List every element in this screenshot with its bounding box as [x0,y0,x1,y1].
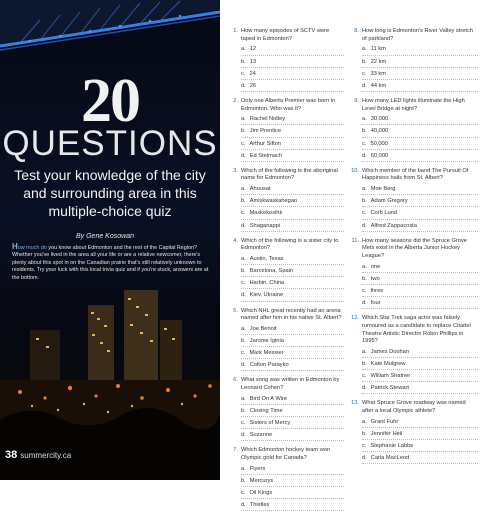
question-header [229,28,344,43]
question-number: 3. [233,167,238,174]
option-letter: a. [362,46,367,53]
option-letter: c. [241,350,246,357]
byline: By Gene Kosowan [76,233,134,240]
question-text: Only one Alberta Premier was born in Edmonton. Who was it? [241,97,336,112]
question-number: 6. [233,377,238,384]
answer-option [362,138,478,150]
question-number: 1. [233,28,238,34]
option-text: 12 [249,46,257,53]
option-letter: d. [241,362,246,369]
question-text: Which Edmonton hockey team won Olympic gold for Canada? [241,447,331,461]
answer-option [362,113,478,125]
option-letter: d. [241,82,246,89]
option-letter: c. [362,287,367,294]
option-text: one [370,263,381,270]
question-text: Which of the following is the aboriginal name for Edmonton? [241,167,338,182]
answer-option [241,463,344,475]
quiz-question [229,447,344,511]
option-letter: a. [241,46,246,53]
quiz-question [229,238,344,302]
answer-option [362,273,478,285]
option-letter: b. [362,361,367,368]
option-text: 30,000 [370,116,389,123]
answer-option [362,150,478,162]
option-text: Patrick Stewart [370,385,409,392]
answer-option [241,113,344,125]
questions-column-1 [229,28,344,517]
question-number: 8. [354,28,359,34]
option-letter: b. [362,198,367,205]
option-letter: b. [241,128,246,135]
option-text: 50,000 [370,140,388,147]
option-text: 40,000 [370,128,389,135]
option-text: Alfred Zappacosta [370,222,417,229]
intro-body: you know about Edmonton and the rest of the Capital Region? Whether you've lived in the area all your life or are a relative newcomer, there's plenty about this spot in on the Canadian prairie that's still relatively unknown to residents. Try your luck with this local trivia quiz and if you're stuck, answers are at the bottom. [12,245,209,281]
option-text: Austin, Texas [249,256,284,262]
option-text: 11 km [370,46,386,53]
question-number: 7. [233,447,238,454]
option-text: Harbin, China [249,280,285,287]
option-letter: b. [362,128,367,135]
page-footer [5,449,71,461]
option-text: Mercurys [249,477,274,484]
question-number: 4. [233,237,238,244]
option-letter: a. [241,256,246,262]
question-text: How many episodes of SCTV were taped in Edmonton? [241,28,330,42]
option-text: Thistles [249,502,270,508]
option-letter: b. [241,338,246,344]
option-text: Bird On A Wire [249,395,288,402]
option-letter: c. [241,70,246,77]
answer-option [362,220,478,232]
question-number: 5. [233,307,238,314]
question-text: Which member of the band The Pursuit Of Happiness hails from St. Albert? [362,167,469,182]
option-text: two [370,275,380,282]
question-number: 11. [351,237,359,244]
quiz-question [350,315,478,394]
question-number: 2. [233,97,238,104]
quiz-question [229,168,344,232]
questions-column-2 [350,28,478,470]
answer-option [362,297,478,309]
answer-option [362,125,478,137]
option-letter: c. [362,443,367,450]
option-letter: c. [241,210,246,217]
question-number: 13. [351,400,359,407]
option-letter: b. [241,477,246,484]
quiz-question [350,28,478,92]
option-letter: d. [362,385,367,392]
question-header [350,400,478,415]
answer-option [362,416,478,428]
option-text: 22 km [370,58,387,65]
option-letter: a. [241,186,246,193]
option-text: Suzanne [249,432,273,439]
option-text: Kate Mulgrew [370,361,406,368]
answer-option [241,150,344,162]
option-letter: a. [362,348,367,355]
quiz-question [229,28,344,92]
option-letter: d. [241,502,246,508]
option-letter: b. [241,198,246,205]
answer-option [362,43,478,55]
option-letter: c. [362,373,367,380]
option-text: Amiskwaskahegan [249,198,298,205]
option-text: Jim Prentice [249,128,282,135]
quiz-question [229,377,344,441]
answer-option [241,289,344,301]
answer-option [241,80,344,92]
option-text: James Doohan [370,348,410,355]
answer-option [241,323,344,335]
option-letter: d. [241,152,246,159]
option-letter: c. [362,70,367,77]
answer-option [362,183,478,195]
answer-option [241,43,344,55]
option-letter: a. [362,263,367,270]
question-header [229,238,344,253]
option-letter: b. [241,268,246,275]
option-letter: d. [362,222,367,229]
answer-option [241,125,344,137]
option-text: Sisters of Mercy [249,420,291,426]
answer-option [362,195,478,207]
headline-number: 20 [81,67,139,135]
answer-option [241,56,344,68]
option-text: Moe Berg [370,186,396,193]
subtitle: Test your knowledge of the city and surrounding area in this multiple-choice quiz [14,167,206,220]
quiz-question [350,98,478,162]
option-text: Barcelona, Spain [249,268,294,275]
option-letter: c. [241,140,246,147]
option-text: Joe Benoit [249,325,277,332]
question-text: What Spruce Grove roadway was named after a local Olympic athlete? [362,400,466,415]
option-text: William Shatner [370,373,411,380]
option-letter: a. [362,116,367,123]
option-text: 24 [249,70,256,77]
question-text: How many LED lights illuminate the High Level Bridge at night? [362,97,465,112]
question-header [229,377,344,392]
answer-option [241,138,344,150]
answer-option [362,56,478,68]
option-text: Arthur Sifton [249,140,282,147]
answer-option [241,195,344,207]
option-letter: c. [362,210,367,217]
option-letter: b. [362,275,367,282]
option-text: Kiev, Ukraine [249,292,284,299]
question-text: Which NHL great recently had an arena named after him in his native St. Albert? [241,307,342,322]
option-letter: b. [362,430,367,437]
quiz-question [229,308,344,372]
answer-option [241,265,344,277]
option-letter: b. [362,58,367,65]
option-letter: a. [362,186,367,193]
answer-option [241,220,344,232]
cover-photo-panel [0,0,220,480]
option-letter: d. [362,300,367,307]
drop-cap: H [12,242,18,251]
intro-lead: ow much do [17,245,47,251]
option-text: Rachel Notley [249,116,286,123]
option-letter: a. [241,325,246,332]
answer-option [241,487,344,499]
answer-option [362,452,478,464]
answer-option [362,68,478,80]
option-text: Carla MacLeod [370,455,410,462]
option-text: 13 [249,58,257,65]
question-text: Which of the following is a sister city to Edmonton? [241,237,339,252]
option-text: three [370,287,384,294]
option-text: Jennifer Heil [370,430,403,437]
answer-option [241,183,344,195]
option-text: Corb Lund [370,210,397,217]
answer-option [241,347,344,359]
option-text: Shaganappi [249,222,281,229]
option-text: Closing Time [249,407,283,414]
option-text: Ed Stelmach [249,152,282,159]
quiz-question [350,168,478,232]
answer-option [362,207,478,219]
answer-option [362,261,478,273]
answer-option [362,358,478,370]
question-header [350,315,478,346]
answer-option [362,370,478,382]
answer-option [362,440,478,452]
option-text: Ahousat [249,186,271,193]
question-header [229,98,344,113]
answer-option [362,382,478,394]
question-number: 10. [351,167,359,174]
option-text: 26 [249,82,257,89]
headline-word: QUESTIONS [2,124,218,163]
quiz-question [350,238,478,310]
question-text: What song was written in Edmonton by Leonard Cohen? [241,377,340,392]
option-letter: b. [241,58,246,65]
answer-option [362,428,478,440]
question-number: 9. [354,97,359,104]
option-text: four [370,300,381,307]
answer-option [241,475,344,487]
question-text: How many seasons did the Spruce Grove Mets exist in the Alberta Junior Hockey League? [362,237,467,259]
option-letter: a. [241,395,246,402]
option-text: 60,000 [370,152,389,159]
question-header [350,238,478,261]
question-header [350,168,478,183]
answer-option [241,207,344,219]
quiz-question [229,98,344,162]
answer-option [241,335,344,347]
question-text: Which Star Trek saga actor was falsely rumoured as a candidate to replace Citadel Theatre Artistic Director Robin Phillips in 1995? [362,315,471,345]
answer-option [241,359,344,371]
answer-option [362,80,478,92]
question-number: 12. [351,315,359,322]
answer-option [241,405,344,417]
option-letter: c. [241,280,246,287]
question-header [229,168,344,183]
question-header [229,308,344,323]
question-header [350,98,478,113]
option-letter: b. [241,407,246,414]
answer-option [362,346,478,358]
option-letter: a. [241,116,246,123]
option-letter: d. [241,292,246,299]
option-text: Maskekosihk [249,210,283,217]
quiz-question [350,400,478,464]
page-number: 38 [5,449,18,461]
option-letter: d. [362,152,367,159]
question-text: How long is Edmonton's River Valley stretch of parkland? [362,28,473,42]
site-url: summercity.ca [20,451,72,460]
option-letter: c. [241,489,246,496]
answer-option [241,68,344,80]
option-text: Stephanie Labbe [370,443,414,450]
option-text: Grant Fuhr [370,418,399,425]
option-letter: a. [362,418,367,425]
option-text: Jarome Iginla [249,338,284,344]
question-header [350,28,478,43]
question-header [229,447,344,462]
answer-option [241,429,344,441]
option-letter: c. [362,140,367,147]
answer-option [362,285,478,297]
option-text: 44 km [370,82,387,89]
answer-option [241,393,344,405]
option-text: Flyers [249,465,266,472]
answer-option [241,417,344,429]
option-letter: c. [241,420,246,426]
option-text: Adam Gregory [370,198,408,205]
option-text: Mark Messier [249,350,284,357]
answer-option [241,499,344,511]
option-letter: d. [362,82,367,89]
option-letter: d. [241,432,246,439]
option-text: 33 km [370,70,386,77]
option-text: Colton Parayko [249,362,289,369]
option-text: Oil Kings [249,489,273,496]
answer-option [241,253,344,265]
option-letter: a. [241,465,246,472]
option-letter: d. [241,222,246,229]
answer-option [241,277,344,289]
intro-paragraph [12,241,212,282]
option-letter: d. [362,455,367,462]
